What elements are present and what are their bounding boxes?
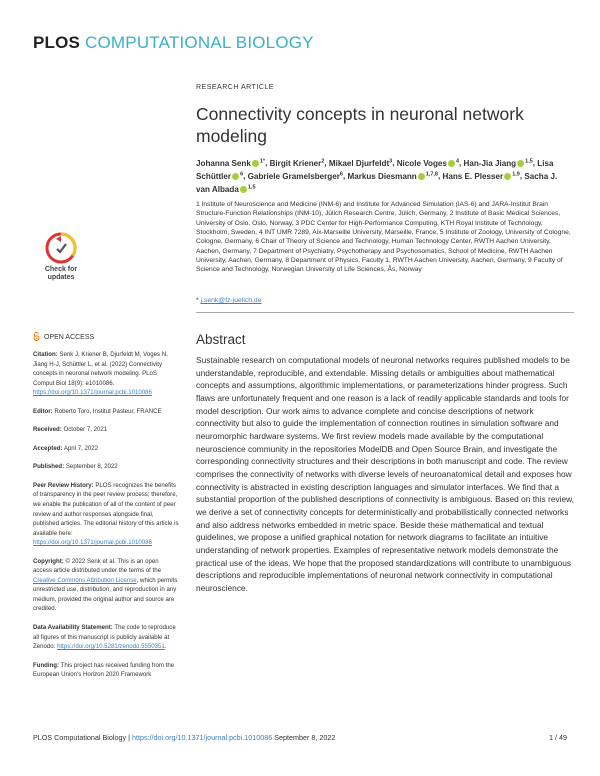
orcid-icon[interactable] [232,173,239,180]
orcid-icon[interactable] [418,173,425,180]
author-entry [248,172,343,181]
orcid-icon[interactable] [252,160,259,167]
funding-block [33,661,179,680]
author-name[interactable]: Johanna Senk [196,158,251,168]
published-date: September 8, 2022 [65,463,118,471]
copyright-text: © 2022 Senk et al. This is an open access article distributed under the terms of the [33,557,162,575]
author-affiliation-marker: 1,9 [512,171,520,178]
funding-label: Funding: [33,661,60,669]
correspondence [196,297,261,304]
footer-journal: PLOS Computational Biology [33,733,127,742]
author-affiliation-marker: 1,7,8 [425,171,438,178]
check-updates-label-1: Check for [44,266,78,273]
funding-text: This project has received funding from the European Union's Horizon 2020 Framework [33,661,175,679]
open-lock-icon [33,332,40,341]
orcid-icon[interactable] [504,173,511,180]
published-block [33,462,179,472]
author-name[interactable]: Mikael Djurfeldt [328,158,390,168]
open-access-badge [33,332,94,341]
copyright-block [33,557,179,614]
correspondence-marker: * [196,297,199,304]
header-divider [196,312,574,313]
page-number: 1 / 49 [549,733,567,742]
check-updates-icon [45,232,77,264]
journal-masthead [33,33,314,53]
abstract-body: Sustainable research on computational models of neuronal networks requires published models to be understandable, reproducible, and extendable. Missing details or ambiguities about mathematical concepts and assumptions, algorithmic implementations, or parameterizations hinder progress. Such flaws are unfortunately frequent and one reason is a lack of readily applicable standards and tools for model description. Our work aims to advance complete and concise descriptions of network connectivity but also to guide the implementation of connection routines in simulation software and neuromorphic hardware systems. We first review models made available by the computational neuroscience community in the repositories ModelDB and Open Source Brain, and investigate the corresponding connectivity structures and their descriptions in both manuscript and code. The review comprises the connectivity of networks with diverse levels of neuroanatomical detail and exposes how connectivity is abstracted in existing description languages and simulator interfaces. We find that a substantial proportion of the published descriptions of connectivity is ambiguous. Based on this review, we derive a set of connectivity concepts for deterministically and probabilistically connected networks and also address networks embedded in metric space. Beside these mathematical and textual guidelines, we propose a unified graphical notation for network diagrams to facilitate an intuitive understanding of network properties. Examples of representative network models demonstrate the practical use of the ideas. We hope that the proposed standardizations will contribute to unambiguous descriptions and reproducible implementations of neuronal network connectivity in computational neuroscience. [196,355,575,593]
author-entry [347,172,438,181]
citation-text: Senk J, Kriener B, Djurfeldt M, Voges N, Jiang H-J, Schüttler L, et al. (2022) Connectivity concepts in neuronal network modeling. PLoS Comput Biol 18(9): e1010086. [33,351,168,387]
received-label: Received: [33,426,62,434]
data-availability-block: Data Availability Statement: The code to reproduce all figures of this manuscript is publicly available at Zenodo: https://doi.org/10.5281/zenodo.5550351. [33,624,176,651]
published-label: Published: [33,463,65,471]
license-link[interactable]: Creative Commons Attribution License [33,576,137,584]
orcid-icon[interactable] [448,160,455,167]
author-affiliation-marker: 4 [455,158,459,164]
orcid-icon[interactable] [240,186,247,193]
author-affiliation-marker: 1* [259,158,266,164]
check-updates-label-2: updates [47,274,75,281]
author-name[interactable]: Gabriele Gramelsberger [247,171,340,181]
journal-name: COMPUTATIONAL BIOLOGY [85,33,314,52]
copyright-label: Copyright: [33,557,64,565]
author-name[interactable]: Hans E. Plesser [442,171,504,181]
editor-label: Editor: [33,407,53,415]
author-affiliation-marker: 3 [389,158,393,164]
author-affiliation-marker: 6 [240,171,244,178]
accepted-block [33,444,179,454]
accepted-label: Accepted: [33,444,63,452]
publisher-name: PLOS [33,33,81,52]
article-info-sidebar [33,350,179,689]
abstract-heading: Abstract [196,332,246,347]
footer-date: September 8, 2022 [274,733,336,742]
page-footer: PLOS Computational Biology | https://doi.org/10.1371/journal.pcbi.1010086 September 8, 2022 1 / 49 [33,733,567,742]
author-name[interactable]: Birgit Kriener [269,158,322,168]
peer-review-label: Peer Review History: [33,481,94,489]
author-affiliation-marker: 6 [339,171,343,178]
author-entry [464,159,533,168]
peer-review-link[interactable]: https://doi.org/10.1371/journal.pcbi.1010086 [33,539,152,547]
author-entry [329,159,392,168]
article-type: RESEARCH ARTICLE [196,84,274,91]
peer-review-block [33,481,179,548]
accepted-date: April 7, 2022 [63,444,99,452]
data-availability-text: The code to reproduce all figures of this manuscript is publicly available at Zenodo: [33,624,176,651]
article-title: Connectivity concepts in neuronal network modeling [196,104,524,146]
citation-label: Citation: [33,351,58,358]
correspondence-email-link[interactable]: j.senk@fz-juelich.de [200,297,262,304]
author-entry [442,172,519,181]
author-name[interactable]: Markus Diesmann [347,171,417,181]
peer-review-text: PLOS recognizes the benefits of transparency in the peer review process; therefore, we enable the publication of all of the content of peer review and author responses alongside final, published articles. The editorial history of this article is available here: [33,481,179,537]
open-access-label: OPEN ACCESS [44,334,95,341]
editor-block [33,407,179,417]
author-entry [397,159,459,168]
copyright-text-end: , which permits unrestricted use, distribution, and reproduction in any medium, provided the original author and source are credited. [33,576,178,613]
author-name[interactable]: Nicole Voges [396,158,447,168]
author-name[interactable]: Lisa Schüttler [196,158,554,181]
author-name[interactable]: Han-Jia Jiang [463,158,517,168]
author-affiliation-marker: 1,5 [247,184,256,191]
citation-doi-link[interactable]: https://doi.org/10.1371/journal.pcbi.1010086 [33,389,152,397]
received-date: October 7, 2021 [63,426,108,434]
citation-block [33,350,179,398]
received-block [33,425,179,435]
footer-doi-link[interactable]: https://doi.org/10.1371/journal.pcbi.1010086 [131,733,273,742]
affiliations: 1 Institute of Neuroscience and Medicine (INM-6) and Institute for Advanced Simulation (IAS-6) and JARA-Institut Brain Structure-Function Relationships (INM-10), Jülich Research Centre, Jülich, Germany, 2 Institute of Basic Medical Sciences, University of Oslo, Oslo, Norway, 3 PDC Center for High-Performance Computing, KTH Royal Institute of Technology, Stockholm, Sweden, 4 INT UMR 7289, Aix-Marseille University, Marseille, France, 5 Institute of Zoology, University of Cologne, Cologne, Germany, 6 Chair of Theory of Science and Technology, Human Technology Center, RWTH Aachen University, Aachen, Germany, 7 Department of Psychiatry, Psychotherapy and Psychosomatics, School of Medicine, RWTH Aachen University, Aachen, Germany, 8 Department of Physics, Faculty 1, RWTH Aachen University, Aachen, Germany, 9 Faculty of Science and Technology, Norwegian University of Life Sciences, Ås, Norway [196,201,571,274]
author-entry [196,159,265,168]
zenodo-link[interactable]: https://doi.org/10.5281/zenodo.5550351 [57,643,165,651]
orcid-icon[interactable] [517,160,524,167]
check-for-updates-button[interactable] [33,230,89,290]
author-list: Johanna Senk $^{1*}$, Birgit Kriener$^2$, Mikael Djurfeldt$^3$, Nicole Voges $^4$, Han-Jia Jiang $^{1,5}$, Lisa Schüttler $^6$, Gabriele Gramelsberger$^6$, Markus Diesmann $^{1,7,8}$, Hans E. Plesser $^{1,9}$, Sacha J. van Albada $^{1,5}$ [196,158,558,194]
author-affiliation-marker: 1,5 [525,158,533,164]
author-name[interactable]: Sacha J. van Albada [196,171,558,194]
author-entry [270,159,325,168]
editor-text: Roberto Toro, Institut Pasteur, FRANCE [54,407,162,415]
data-availability-label: Data Availability Statement: [33,624,113,632]
author-affiliation-marker: 2 [321,158,325,164]
